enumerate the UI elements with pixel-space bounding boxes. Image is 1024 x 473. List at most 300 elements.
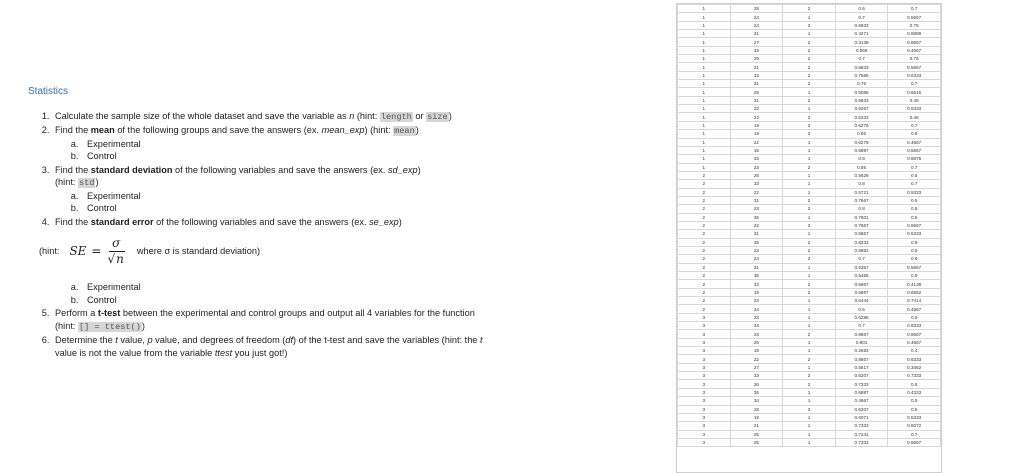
table-cell[interactable]: 33 (730, 155, 783, 163)
table-cell[interactable]: 0.8 (888, 130, 941, 138)
table-cell[interactable]: 3 (678, 430, 731, 438)
table-cell[interactable]: 0.5828 (835, 171, 888, 179)
table-cell[interactable]: 0.6279 (835, 138, 888, 146)
table-cell[interactable]: 0.7667 (835, 221, 888, 229)
table-cell[interactable]: 31 (730, 80, 783, 88)
table-cell[interactable]: 3 (678, 372, 731, 380)
table-cell[interactable]: 25 (730, 430, 783, 438)
table-cell[interactable]: 0.5 (888, 246, 941, 254)
q2-item: a. Experimental (81, 138, 488, 151)
table-cell[interactable]: 0.6552 (888, 288, 941, 296)
table-cell[interactable]: 2 (678, 221, 731, 229)
table-cell[interactable]: 19 (730, 121, 783, 129)
table-cell[interactable]: 0.5862 (835, 246, 888, 254)
table-cell[interactable]: 0.75 (835, 80, 888, 88)
table-cell[interactable]: 3 (678, 422, 731, 430)
table-cell[interactable]: 0.5333 (888, 188, 941, 196)
table-cell[interactable]: 2 (783, 71, 836, 79)
table-cell[interactable]: 0.6276 (835, 121, 888, 129)
table-cell[interactable]: 1 (783, 388, 836, 396)
q3-text: Find the (55, 164, 91, 175)
table-cell[interactable]: 2 (783, 330, 836, 338)
table-cell[interactable]: 1 (783, 305, 836, 313)
table-cell[interactable]: 0.6875 (888, 155, 941, 163)
table-cell[interactable]: 0.7333 (835, 422, 888, 430)
table-cell[interactable]: 0.6897 (835, 146, 888, 154)
table-cell[interactable]: 0.7 (835, 13, 888, 21)
table-cell[interactable]: 2 (783, 255, 836, 263)
table-cell[interactable]: 0.85 (835, 163, 888, 171)
table-cell[interactable]: 21 (730, 63, 783, 71)
table-cell[interactable]: 24 (730, 21, 783, 29)
q6-text-f: you just got!) (232, 347, 288, 358)
table-cell[interactable]: 22 (730, 138, 783, 146)
table-cell[interactable]: 2 (678, 263, 731, 271)
table-cell[interactable]: 19 (730, 288, 783, 296)
table-cell[interactable]: 0.5667 (888, 438, 941, 446)
table-cell[interactable]: 0.2593 (835, 347, 888, 355)
table-cell[interactable]: 2 (678, 230, 731, 238)
table-cell[interactable]: 2 (783, 205, 836, 213)
table-cell[interactable]: 0.9 (888, 238, 941, 246)
table-cell[interactable]: 2 (678, 255, 731, 263)
table-cell[interactable]: 0.7 (888, 430, 941, 438)
table-cell[interactable]: 3 (678, 347, 731, 355)
table-cell[interactable]: 2 (783, 405, 836, 413)
table-cell[interactable]: 0.6072 (888, 422, 941, 430)
table-cell[interactable]: 2 (783, 121, 836, 129)
table-cell[interactable]: 0.7586 (835, 71, 888, 79)
table-cell[interactable]: 1 (678, 13, 731, 21)
table-cell[interactable]: 0.5833 (835, 96, 888, 104)
table-cell[interactable]: 2 (678, 238, 731, 246)
formula-equals: = (91, 243, 102, 258)
table-cell[interactable]: 24 (730, 13, 783, 21)
table-row (678, 355, 941, 363)
table-cell[interactable]: 2 (783, 372, 836, 380)
table-cell[interactable]: 0.5333 (888, 230, 941, 238)
table-cell[interactable]: 3 (678, 388, 731, 396)
table-cell[interactable]: 3 (678, 413, 731, 421)
q5-text-b: between the experimental and control groups and output all 4 variables for the function (hint: (55, 308, 475, 331)
table-cell[interactable]: 0.4667 (835, 397, 888, 405)
table-cell[interactable]: 2 (678, 205, 731, 213)
table-cell[interactable]: 21 (730, 422, 783, 430)
table-cell[interactable]: 2 (783, 113, 836, 121)
table-cell[interactable]: 0.8333 (888, 322, 941, 330)
table-cell[interactable]: 1 (678, 38, 731, 46)
table-cell[interactable]: 23 (730, 205, 783, 213)
table-cell[interactable]: 24 (730, 255, 783, 263)
table-cell[interactable]: 0.85 (835, 130, 888, 138)
table-cell[interactable]: 1 (783, 180, 836, 188)
table-cell[interactable]: 23 (730, 313, 783, 321)
table-row (678, 322, 941, 330)
table-cell[interactable]: 0.5667 (888, 63, 941, 71)
table-cell[interactable]: 1 (783, 438, 836, 446)
table-cell[interactable]: 0.6333 (888, 355, 941, 363)
table-cell[interactable]: 3 (678, 322, 731, 330)
table-cell[interactable]: 3 (678, 363, 731, 371)
table-cell[interactable]: 0.8667 (835, 355, 888, 363)
table-cell[interactable]: 2 (678, 272, 731, 280)
table-cell[interactable]: 0.4667 (888, 138, 941, 146)
table-cell[interactable]: 26 (730, 171, 783, 179)
table-row (678, 63, 941, 71)
table-cell[interactable]: 1 (678, 121, 731, 129)
table-cell[interactable]: 2 (678, 196, 731, 204)
table-cell[interactable]: 2 (783, 96, 836, 104)
table-cell[interactable]: 0.801 (835, 338, 888, 346)
table-cell[interactable]: 0.6333 (888, 71, 941, 79)
table-cell[interactable]: 2 (783, 380, 836, 388)
q3-text-c: ) (417, 164, 421, 175)
table-cell[interactable]: 1 (678, 113, 731, 121)
table-cell[interactable]: 1 (783, 146, 836, 154)
table-cell[interactable]: 1 (783, 272, 836, 280)
table-cell[interactable]: 0.6615 (888, 88, 941, 96)
table-cell[interactable]: 0.8 (888, 205, 941, 213)
table-cell[interactable]: 27 (730, 38, 783, 46)
table-cell[interactable]: 3 (678, 355, 731, 363)
table-cell[interactable]: 2 (783, 46, 836, 54)
table-cell[interactable]: 0.7414 (888, 297, 941, 305)
table-cell[interactable]: 35 (730, 213, 783, 221)
table-cell[interactable]: 0.7 (888, 121, 941, 129)
table-cell[interactable]: 0.7 (835, 322, 888, 330)
table-cell[interactable]: 15 (730, 146, 783, 154)
table-cell[interactable]: 27 (730, 363, 783, 371)
table-cell[interactable]: 0.7333 (835, 438, 888, 446)
table-cell[interactable]: 2 (783, 38, 836, 46)
table-cell[interactable]: 2 (678, 288, 731, 296)
table-cell[interactable]: 1 (783, 297, 836, 305)
table-cell[interactable]: 3 (678, 438, 731, 446)
table-cell[interactable]: 29 (730, 55, 783, 63)
table-row (678, 13, 941, 21)
table-row (678, 405, 941, 413)
table-cell[interactable]: 2 (783, 63, 836, 71)
table-cell[interactable]: 0.6 (888, 255, 941, 263)
table-cell[interactable]: 0.569 (835, 46, 888, 54)
table-cell[interactable]: 22 (730, 113, 783, 121)
table-cell[interactable]: 0.6 (835, 5, 888, 13)
q5-text: Perform a (55, 308, 98, 318)
table-cell[interactable]: 0.5333 (835, 113, 888, 121)
table-cell[interactable]: 23 (730, 246, 783, 254)
table-cell[interactable]: 35 (730, 272, 783, 280)
table-cell[interactable]: 2 (783, 55, 836, 63)
table-cell[interactable]: 2 (783, 21, 836, 29)
table-row (678, 113, 941, 121)
table-cell[interactable]: 2 (678, 280, 731, 288)
table-cell[interactable]: 31 (730, 263, 783, 271)
table-cell[interactable]: 3 (678, 397, 731, 405)
table-cell[interactable]: 0.5455 (835, 272, 888, 280)
table-cell[interactable]: 2 (783, 163, 836, 171)
table-cell[interactable]: 31 (730, 230, 783, 238)
table-cell[interactable]: 2 (783, 5, 836, 13)
table-cell[interactable]: 0.75 (888, 21, 941, 29)
table-cell[interactable]: 0.5667 (835, 230, 888, 238)
table-cell[interactable]: 1 (678, 71, 731, 79)
table-cell[interactable]: 0.8667 (888, 330, 941, 338)
table-cell[interactable]: 0.7333 (888, 372, 941, 380)
table-cell[interactable]: 0.6 (888, 380, 941, 388)
table-cell[interactable]: 24 (730, 305, 783, 313)
table-cell[interactable]: 2 (678, 246, 731, 254)
table-cell[interactable]: 0.5333 (888, 105, 941, 113)
table-cell[interactable]: 1 (783, 397, 836, 405)
table-cell[interactable]: 0.9 (888, 272, 941, 280)
table-row (678, 380, 941, 388)
table-cell[interactable]: 0.4667 (888, 305, 941, 313)
table-cell[interactable]: 0.45 (888, 113, 941, 121)
table-cell[interactable]: 19 (730, 413, 783, 421)
q6-df: df (285, 335, 294, 345)
table-cell[interactable]: 0.5357 (835, 263, 888, 271)
table-cell[interactable]: 2 (783, 246, 836, 254)
table-cell[interactable]: 1 (783, 30, 836, 38)
table-cell[interactable]: 0.7241 (835, 430, 888, 438)
table-cell[interactable]: 0.5 (888, 171, 941, 179)
table-cell[interactable]: 33 (730, 280, 783, 288)
formula-math (69, 237, 130, 265)
table-cell[interactable]: 0.6897 (835, 288, 888, 296)
table-cell[interactable]: 28 (730, 5, 783, 13)
table-cell[interactable]: 31 (730, 30, 783, 38)
table-cell[interactable]: 0.5721 (835, 188, 888, 196)
table-cell[interactable]: 19 (730, 347, 783, 355)
table-cell[interactable]: 1 (678, 163, 731, 171)
table-cell[interactable]: 1 (678, 21, 731, 29)
table-cell[interactable]: 0.3462 (888, 363, 941, 371)
q2-close: ) (415, 125, 419, 135)
table-row (678, 55, 941, 63)
table-cell[interactable]: 1 (783, 105, 836, 113)
table-cell[interactable]: 33 (730, 46, 783, 54)
table-cell[interactable]: 1 (783, 322, 836, 330)
table-cell[interactable]: 0.5667 (888, 13, 941, 21)
table-row (678, 138, 941, 146)
table-cell[interactable]: 0.6889 (888, 30, 941, 38)
table-cell[interactable]: 1 (783, 188, 836, 196)
table-cell[interactable]: 1 (678, 30, 731, 38)
q5-bold: t-test (97, 308, 121, 318)
table-cell[interactable]: 2 (783, 130, 836, 138)
table-cell[interactable]: 1 (678, 146, 731, 154)
table-cell[interactable]: 25 (730, 438, 783, 446)
table-cell[interactable]: 35 (730, 238, 783, 246)
table-cell[interactable]: 3 (678, 330, 731, 338)
table-cell[interactable]: 2 (678, 171, 731, 179)
table-cell[interactable]: 0.6897 (835, 388, 888, 396)
table-cell[interactable]: 1 (678, 80, 731, 88)
table-cell[interactable]: 0.6207 (835, 405, 888, 413)
table-cell[interactable]: 1 (783, 363, 836, 371)
table-cell[interactable]: 1 (783, 230, 836, 238)
table-cell[interactable]: 25 (730, 88, 783, 96)
table-cell[interactable]: 33 (730, 372, 783, 380)
q2-item: b. Control (81, 150, 488, 163)
table-cell[interactable]: 31 (730, 196, 783, 204)
table-cell[interactable]: 2 (783, 355, 836, 363)
table-cell[interactable]: 26 (730, 338, 783, 346)
table-cell[interactable]: 0.4667 (888, 338, 941, 346)
table-cell[interactable]: 2 (783, 280, 836, 288)
table-cell[interactable]: 1 (783, 422, 836, 430)
table-cell[interactable]: 0.5 (888, 213, 941, 221)
table-cell[interactable]: 0.8 (835, 205, 888, 213)
table-cell[interactable]: 2 (678, 305, 731, 313)
data-table (677, 4, 941, 447)
table-row (678, 438, 941, 446)
table-cell[interactable]: 0.5 (888, 397, 941, 405)
table-cell[interactable]: 0.5667 (835, 280, 888, 288)
table-cell[interactable]: 31 (730, 96, 783, 104)
table-cell[interactable]: 1 (678, 55, 731, 63)
table-cell[interactable]: 2 (783, 238, 836, 246)
table-cell[interactable]: 0.6071 (835, 413, 888, 421)
table-cell[interactable]: 1 (783, 138, 836, 146)
table-cell[interactable]: 0.5 (835, 305, 888, 313)
table-cell[interactable]: 0.45 (888, 96, 941, 104)
table-cell[interactable]: 0.7601 (835, 213, 888, 221)
table-cell[interactable]: 28 (730, 405, 783, 413)
table-cell[interactable]: 0.6833 (835, 63, 888, 71)
table-cell[interactable]: 0.4138 (888, 280, 941, 288)
table-cell[interactable]: 23 (730, 163, 783, 171)
table-cell[interactable]: 0.7667 (835, 196, 888, 204)
table-cell[interactable]: 0.75 (888, 55, 941, 63)
table-cell[interactable]: 1 (678, 5, 731, 13)
table-cell[interactable]: 0.8667 (835, 330, 888, 338)
table-cell[interactable]: 1 (783, 88, 836, 96)
table-row (678, 105, 941, 113)
table-cell[interactable]: 19 (730, 130, 783, 138)
table-cell[interactable]: 1 (783, 338, 836, 346)
q1-code-size: size (427, 111, 448, 122)
table-cell[interactable]: 34 (730, 322, 783, 330)
table-cell[interactable]: 1 (783, 171, 836, 179)
table-cell[interactable]: 22 (730, 221, 783, 229)
table-cell[interactable]: 2 (783, 80, 836, 88)
table-cell[interactable]: 0.3138 (835, 38, 888, 46)
table-cell[interactable]: 26 (730, 380, 783, 388)
table-cell[interactable]: 1 (678, 105, 731, 113)
table-cell[interactable]: 22 (730, 188, 783, 196)
table-cell[interactable]: 0.6296 (835, 313, 888, 321)
table-cell[interactable]: 2 (783, 221, 836, 229)
table-cell[interactable]: 0.6207 (835, 372, 888, 380)
table-cell[interactable]: 0.7 (888, 80, 941, 88)
table-cell[interactable]: 0.4 (888, 347, 941, 355)
table-row (678, 213, 941, 221)
table-cell[interactable]: 2 (678, 180, 731, 188)
table-cell[interactable]: 1 (783, 155, 836, 163)
table-cell[interactable]: 0.5667 (888, 263, 941, 271)
table-row (678, 146, 941, 154)
q1-or: or (412, 110, 427, 121)
table-cell[interactable]: 0.7 (835, 55, 888, 63)
table-cell[interactable]: 0.4667 (888, 46, 941, 54)
table-cell[interactable]: 0.5667 (888, 146, 941, 154)
table-cell[interactable]: 1 (678, 155, 731, 163)
table-cell[interactable]: 0.7333 (835, 380, 888, 388)
table-cell[interactable]: 0.8333 (835, 238, 888, 246)
table-cell[interactable]: 0.7 (835, 255, 888, 263)
table-row (678, 238, 941, 246)
table-cell[interactable]: 2 (678, 188, 731, 196)
table-cell[interactable]: 1 (783, 430, 836, 438)
table-cell[interactable]: 1 (678, 63, 731, 71)
table-cell[interactable]: 0.7 (888, 180, 941, 188)
table-cell[interactable]: 0.4271 (835, 30, 888, 38)
q6-text-b: value, (117, 335, 148, 345)
table-cell[interactable]: 0.7 (888, 5, 941, 13)
table-cell[interactable]: 2 (678, 213, 731, 221)
table-cell[interactable]: 2 (678, 297, 731, 305)
table-cell[interactable]: 2 (783, 196, 836, 204)
table-cell[interactable]: 0.8667 (888, 38, 941, 46)
table-cell[interactable]: 0.9 (835, 155, 888, 163)
table-cell[interactable]: 1 (783, 413, 836, 421)
table-cell[interactable]: 0.6444 (835, 297, 888, 305)
table-cell[interactable]: 1 (678, 96, 731, 104)
table-cell[interactable]: 0.5267 (835, 105, 888, 113)
q4-bold: standard error (90, 216, 154, 227)
table-cell[interactable]: 33 (730, 180, 783, 188)
table-cell[interactable]: 3 (678, 338, 731, 346)
table-cell[interactable]: 0.5 (888, 313, 941, 321)
table-cell[interactable]: 0.5333 (888, 413, 941, 421)
table-row (678, 305, 941, 313)
table-cell[interactable]: 3 (678, 380, 731, 388)
table-cell[interactable]: 1 (678, 88, 731, 96)
table-cell[interactable]: 0.5085 (835, 88, 888, 96)
table-cell[interactable]: 1 (783, 313, 836, 321)
table-cell[interactable]: 35 (730, 388, 783, 396)
table-cell[interactable]: 1 (783, 213, 836, 221)
table-cell[interactable]: 0.5 (888, 196, 941, 204)
table-cell[interactable]: 33 (730, 71, 783, 79)
table-cell[interactable]: 0.8 (835, 180, 888, 188)
table-cell[interactable]: 1 (678, 138, 731, 146)
table-cell[interactable]: 34 (730, 397, 783, 405)
table-cell[interactable]: 1 (783, 347, 836, 355)
table-cell[interactable]: 2 (783, 288, 836, 296)
table-row (678, 188, 941, 196)
table-cell[interactable]: 0.5 (888, 405, 941, 413)
table-cell[interactable]: 0.4333 (888, 388, 941, 396)
table-cell[interactable]: 1 (678, 130, 731, 138)
table-cell[interactable]: 1 (783, 263, 836, 271)
q3-sublist (55, 190, 488, 215)
table-cell[interactable]: 1 (678, 46, 731, 54)
table-cell[interactable]: 1 (783, 13, 836, 21)
table-cell[interactable]: 22 (730, 355, 783, 363)
table-cell[interactable]: 0.7 (888, 163, 941, 171)
table-cell[interactable]: 0.6667 (888, 221, 941, 229)
table-cell[interactable]: 23 (730, 330, 783, 338)
table-cell[interactable]: 3 (678, 313, 731, 321)
table-cell[interactable]: 3 (678, 405, 731, 413)
q3-hint-close: ) (95, 177, 99, 187)
table-cell[interactable]: 22 (730, 105, 783, 113)
table-cell[interactable]: 23 (730, 297, 783, 305)
table-cell[interactable]: 0.5517 (835, 363, 888, 371)
table-cell[interactable]: 0.6833 (835, 21, 888, 29)
